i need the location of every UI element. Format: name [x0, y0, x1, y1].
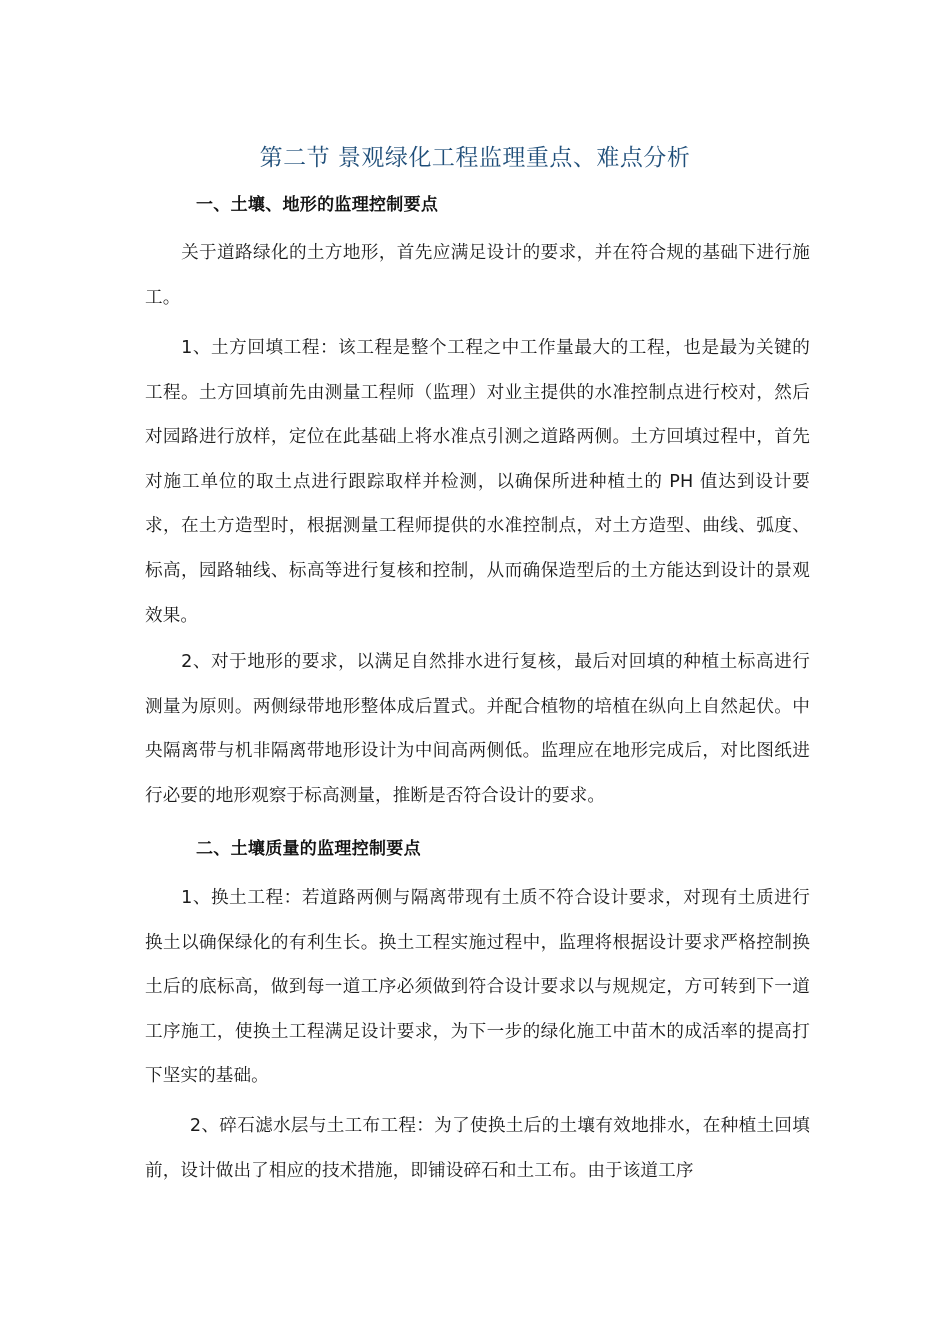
section-heading-1: 一、土壤、地形的监理控制要点: [196, 195, 439, 215]
paragraph: 关于道路绿化的土方地形，首先应满足设计的要求，并在符合规的基础下进行施工。: [145, 243, 810, 308]
section-heading-2: 二、土壤质量的监理控制要点: [196, 839, 421, 859]
paragraph: 1、土方回填工程：该工程是整个工程之中工作量最大的工程，也是最为关键的工程。土方回填前先由测量工程师（监理）对业主提供的水准控制点进行校对，然后对园路进行放样，定位在此基础上将水准点引测之道路两侧。土方回填过程中，首先对施工单位的取土点进行跟踪取样并检测，以确保所进种植土的 PH 值达到设计要求，在土方造型时，根据测量工程师提供的水准控制点，对土方造型、曲线、弧度、标高，园路轴线、标高等进行复核和控制，从而确保造型后的土方能达到设计的景观效果。: [145, 338, 810, 626]
page-title: 第二节 景观绿化工程监理重点、难点分析: [259, 145, 691, 171]
paragraph: 1、换土工程：若道路两侧与隔离带现有土质不符合设计要求，对现有土质进行换土以确保绿化的有利生长。换土工程实施过程中，监理将根据设计要求严格控制换土后的底标高，做到每一道工序必须做到符合设计要求以与规规定，方可转到下一道工序施工，使换土工程满足设计要求，为下一步的绿化施工中苗木的成活率的提高打下坚实的基础。: [145, 888, 810, 1087]
paragraph: 2、对于地形的要求，以满足自然排水进行复核，最后对回填的种植土标高进行测量为原则。两侧绿带地形整体成后置式。并配合植物的培植在纵向上自然起伏。中央隔离带与机非隔离带地形设计为中间高两侧低。监理应在地形完成后，对比图纸进行必要的地形观察于标高测量，推断是否符合设计的要求。: [145, 652, 810, 806]
paragraph: 2、碎石滤水层与土工布工程：为了使换土后的土壤有效地排水，在种植土回填前，设计做出了相应的技术措施，即铺设碎石和土工布。由于该道工序: [145, 1116, 810, 1181]
